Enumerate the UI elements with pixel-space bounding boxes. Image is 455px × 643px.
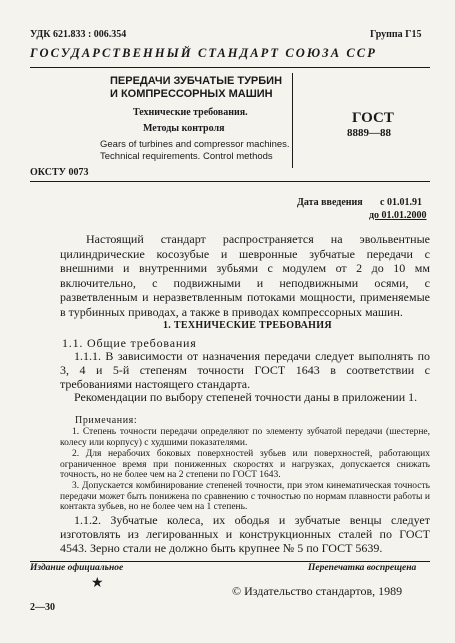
subsection-heading: 1.1. Общие требования	[62, 336, 197, 350]
subtitle-1: Технические требования.	[133, 107, 248, 118]
okstu-code: ОКСТУ 0073	[30, 167, 89, 178]
note-2: 2. Для нерабочих боковых поверхностей зубьев или поверхностей, работающих ограниченное время при пониженных скоростях и нагрузках, допускается снижать точность, но не более чем на 2 степени по ГОСТ 1643.	[60, 449, 430, 480]
scope-paragraph: Настоящий стандарт распространяется на эвольвентные цилиндрические косозубые и шевронные зубчатые передачи с внешними и внутренними зубьями с модулем от 2 до 10 мм включительно, с подвижными и неподвижными осями, с разветвленным и неразветвленным потоками мощности, применяемые в турбинных приводах, а также в приводах компрессорных машин.	[60, 232, 430, 319]
note-1: 1. Степень точности передачи определяют по элементу зубчатой передачи (шестерне, колесу или корпусу) с худшими показателями.	[60, 427, 430, 448]
notes-title: Примечания:	[75, 415, 138, 426]
effective-date-from: с 01.01.91	[380, 197, 422, 208]
gost-label: ГОСТ	[352, 110, 394, 126]
gost-number: 8889—88	[347, 127, 391, 139]
english-title-2: Technical requirements. Control methods	[100, 151, 273, 162]
title-line-2: И КОМПРЕССОРНЫХ МАШИН	[110, 88, 273, 100]
state-standard-banner: ГОСУДАРСТВЕННЫЙ СТАНДАРТ СОЮЗА ССР	[30, 46, 377, 60]
title-divider	[292, 73, 293, 168]
recommendation-paragraph: Рекомендации по выбору степеней точности даны в приложении 1.	[74, 390, 418, 404]
title-line-1: ПЕРЕДАЧИ ЗУБЧАТЫЕ ТУРБИН	[110, 75, 283, 87]
title-bottom-rule	[30, 181, 430, 182]
footer-rule	[30, 561, 430, 562]
clause-1-1-2: 1.1.2. Зубчатые колеса, их ободья и зубчатые венцы следует изготовлять из легированных и конструкционных сталей по ГОСТ 4543. Зерно стали не должно быть крупнее № 5 по ГОСТ 5639.	[60, 513, 430, 555]
clause-1-1-1: 1.1.1. В зависимости от назначения передачи следует выполнять по 3, 4 и 5-й степеням точности ГОСТ 1643 в соответствии с требованиями настоящего стандарта.	[60, 349, 430, 391]
official-edition: Издание официальное	[30, 563, 124, 573]
print-code: 2—30	[30, 602, 55, 613]
banner-rule	[30, 67, 430, 68]
udk-code: УДК 621.833 : 006.354	[30, 29, 127, 40]
copyright: © Издательство стандартов, 1989	[232, 584, 403, 598]
note-3: 3. Допускается комбинирование степеней точности, при этом кинематическая точность передачи может быть понижена по сравнению с точностью по нормам плавности работы и контакта зубьев, но не более чем на 1 степень.	[60, 481, 430, 512]
effective-date-label: Дата введения	[297, 197, 363, 208]
effective-date-to: до 01.01.2000	[369, 210, 427, 221]
star-mark: ★	[91, 576, 104, 591]
english-title-1: Gears of turbines and compressor machines.	[100, 139, 290, 150]
section-heading: 1. ТЕХНИЧЕСКИЕ ТРЕБОВАНИЯ	[163, 320, 332, 331]
subtitle-2: Методы контроля	[143, 123, 225, 134]
group-code: Группа Г15	[370, 29, 422, 40]
reprint-prohibited: Перепечатка воспрещена	[308, 563, 417, 573]
